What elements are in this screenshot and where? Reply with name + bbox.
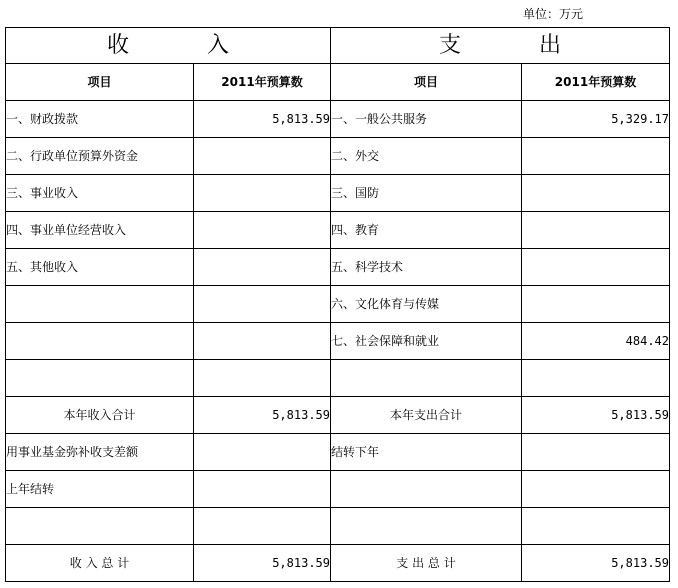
expense-item-label: 六、文化体育与传媒	[331, 286, 522, 323]
expense-item-header: 项目	[331, 64, 522, 101]
expense-item-label: 二、外交	[331, 138, 522, 175]
income-extra-label: 用事业基金弥补收支差额	[6, 434, 194, 471]
income-item-label: 三、事业收入	[6, 175, 194, 212]
income-item-value	[194, 360, 331, 397]
income-item-value: 5,813.59	[194, 101, 331, 138]
expense-extra-label	[331, 508, 522, 545]
expense-budget-header: 2011年预算数	[522, 64, 670, 101]
table-row	[6, 323, 670, 360]
expense-extra-value	[522, 508, 670, 545]
income-title-char-1: 收	[106, 32, 129, 58]
expense-extra-value	[522, 434, 670, 471]
expense-item-label: 七、社会保障和就业	[331, 323, 522, 360]
unit-label: 单位：万元	[523, 7, 584, 21]
expense-extra-value	[522, 471, 670, 508]
expense-item-value	[522, 138, 670, 175]
income-extra-value	[194, 434, 331, 471]
income-item-label	[6, 360, 194, 397]
income-item-label	[6, 323, 194, 360]
expense-item-value: 5,329.17	[522, 101, 670, 138]
income-item-label: 五、其他收入	[6, 249, 194, 286]
income-item-value	[194, 286, 331, 323]
income-title-char-2: 入	[207, 32, 230, 58]
income-total-label: 收 入 总 计	[6, 545, 194, 582]
income-item-value	[194, 323, 331, 360]
income-item-header: 项目	[6, 64, 194, 101]
expense-item-label	[331, 360, 522, 397]
extra-row	[6, 508, 670, 545]
income-extra-value	[194, 508, 331, 545]
total-row	[6, 545, 670, 582]
income-extra-value	[194, 471, 331, 508]
income-budget-header: 2011年预算数	[194, 64, 331, 101]
income-item-label: 四、事业单位经营收入	[6, 212, 194, 249]
expense-item-label: 五、科学技术	[331, 249, 522, 286]
income-subtotal-value: 5,813.59	[194, 397, 331, 434]
header-row	[6, 64, 670, 101]
subtotal-row	[6, 397, 670, 434]
budget-table	[5, 27, 670, 582]
table-row	[6, 360, 670, 397]
expense-item-value: 484.42	[522, 323, 670, 360]
table-row	[6, 138, 670, 175]
expense-item-label: 一、一般公共服务	[331, 101, 522, 138]
expense-title-char-1: 支	[438, 32, 461, 58]
table-row	[6, 175, 670, 212]
income-item-value	[194, 249, 331, 286]
income-item-label	[6, 286, 194, 323]
expense-subtotal-value: 5,813.59	[522, 397, 670, 434]
expense-item-value	[522, 175, 670, 212]
income-extra-label: 上年结转	[6, 471, 194, 508]
extra-row	[6, 471, 670, 508]
table-row	[6, 249, 670, 286]
income-item-value	[194, 138, 331, 175]
title-row	[6, 28, 670, 64]
expense-total-value: 5,813.59	[522, 545, 670, 582]
income-title	[6, 28, 331, 64]
expense-item-value	[522, 212, 670, 249]
income-extra-label	[6, 508, 194, 545]
income-subtotal-label: 本年收入合计	[6, 397, 194, 434]
expense-subtotal-label: 本年支出合计	[331, 397, 522, 434]
income-total-value: 5,813.59	[194, 545, 331, 582]
income-item-label: 二、行政单位预算外资金	[6, 138, 194, 175]
expense-item-value	[522, 249, 670, 286]
income-item-value	[194, 175, 331, 212]
expense-item-value	[522, 286, 670, 323]
expense-title-char-2: 出	[539, 32, 562, 58]
expense-item-label: 三、国防	[331, 175, 522, 212]
extra-row	[6, 434, 670, 471]
expense-extra-label: 结转下年	[331, 434, 522, 471]
table-row	[6, 101, 670, 138]
table-row	[6, 286, 670, 323]
expense-title	[331, 28, 670, 64]
expense-extra-label	[331, 471, 522, 508]
table-row	[6, 212, 670, 249]
income-item-label: 一、财政拨款	[6, 101, 194, 138]
expense-total-label: 支 出 总 计	[331, 545, 522, 582]
expense-item-value	[522, 360, 670, 397]
expense-item-label: 四、教育	[331, 212, 522, 249]
income-item-value	[194, 212, 331, 249]
